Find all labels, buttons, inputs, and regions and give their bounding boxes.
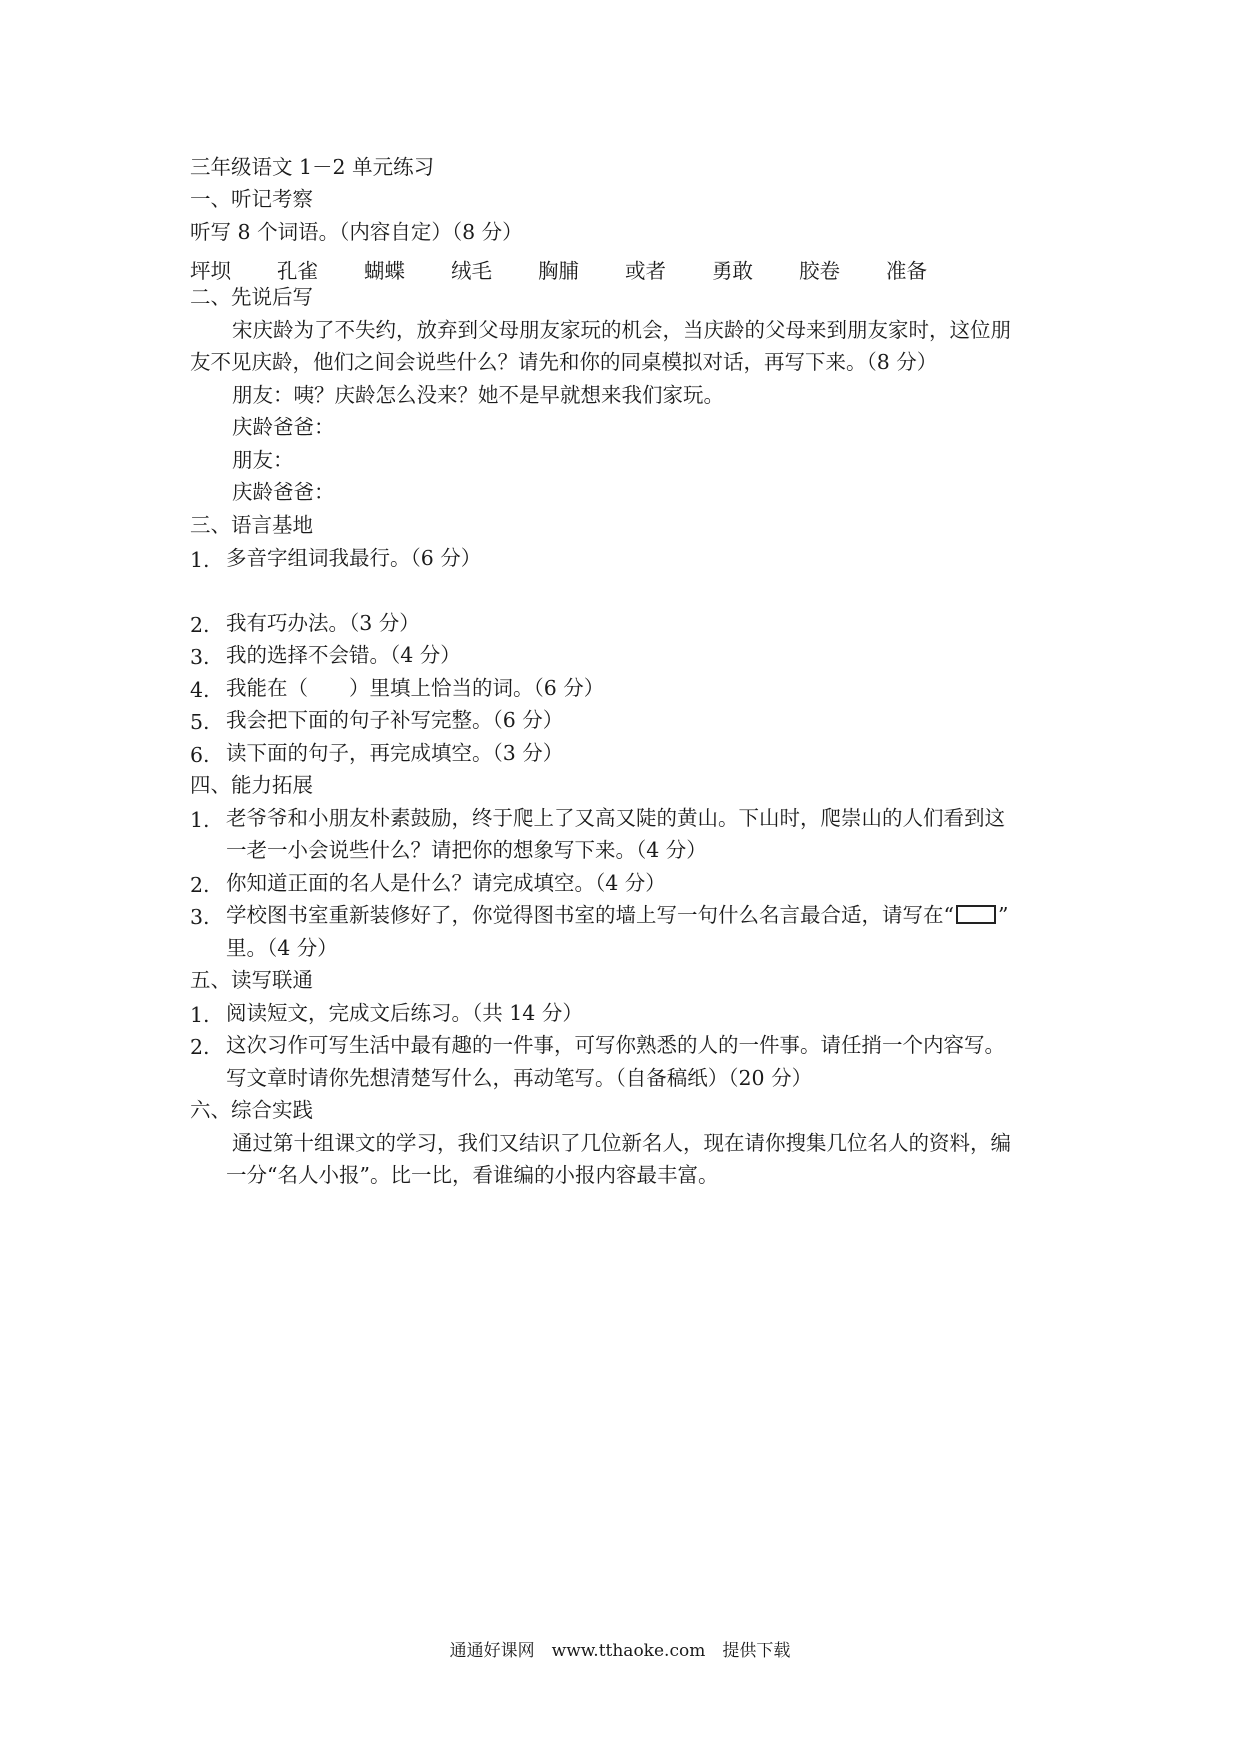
item-text: 我的选择不会错。（4 分）: [226, 643, 461, 667]
item-number: 1.: [190, 808, 210, 832]
item-number: 3.: [190, 645, 210, 669]
section-1-instruction: 听写 8 个词语。（内容自定）（8 分）: [190, 220, 523, 244]
section-1-heading: 一、听记考察: [190, 187, 313, 211]
item-number: 1.: [190, 1003, 210, 1027]
dictation-word: 蝴蝶: [364, 259, 405, 283]
dictation-word: 勇敢: [712, 259, 753, 283]
item-text: 阅读短文，完成文后练习。（共 14 分）: [226, 1001, 583, 1025]
item-number: 2.: [190, 873, 210, 897]
dictation-word: 准备: [886, 259, 927, 283]
answer-box: [956, 905, 996, 924]
item-text: 老爷爷和小朋友朴素鼓励，终于爬上了又高又陡的黄山。下山时，爬崇山的人们看到这: [226, 806, 1005, 830]
item-text: 多音字组词我最行。（6 分）: [226, 546, 482, 570]
item-number: 4.: [190, 678, 210, 702]
item-text: [226, 905, 1008, 926]
footer-credit: 通通好课网 www.tthaoke.com 提供下载: [449, 1641, 791, 1661]
item-text: 我能在（ ）里填上恰当的词。（6 分）: [226, 676, 605, 700]
section-3-heading: 三、语言基地: [190, 513, 313, 537]
dictation-word: 坪坝: [190, 259, 231, 283]
item-text-continued: 里。（4 分）: [226, 936, 338, 960]
dialog-line: 庆龄爸爸：: [232, 415, 335, 439]
dialog-line: 庆龄爸爸：: [232, 480, 335, 504]
dialog-line: 朋友：: [232, 448, 294, 472]
item-text-continued: 写文章时请你先想清楚写什么，再动笔写。（自备稿纸）（20 分）: [226, 1066, 813, 1090]
item-number: 3.: [190, 905, 210, 929]
dictation-word: 绒毛: [451, 259, 492, 283]
dictation-word: 胸脯: [538, 259, 579, 283]
item-number: 5.: [190, 710, 210, 734]
item-text: 我有巧办法。（3 分）: [226, 611, 420, 635]
dictation-word: 孔雀: [277, 259, 318, 283]
dialog-line: 朋友：咦？庆龄怎么没来？她不是早就想来我们家玩。: [232, 383, 724, 407]
item-text: 我会把下面的句子补写完整。（6 分）: [226, 708, 564, 732]
item-text: 你知道正面的名人是什么？请完成填空。（4 分）: [226, 871, 666, 895]
page-title: 三年级语文 1－2 单元练习: [190, 155, 435, 179]
dictation-word: 胶卷: [799, 259, 840, 283]
dictation-word-list: [0, 254, 1240, 283]
item-number: 2.: [190, 613, 210, 637]
section-2-heading: 二、先说后写: [190, 285, 313, 309]
section-2-paragraph-line: 友不见庆龄，他们之间会说些什么？请先和你的同桌模拟对话，再写下来。（8 分）: [190, 350, 938, 374]
section-6-paragraph-line: 一分“名人小报”。比一比，看谁编的小报内容最丰富。: [226, 1163, 719, 1187]
item-number: 1.: [190, 548, 210, 572]
section-6-heading: 六、综合实践: [190, 1098, 313, 1122]
section-6-paragraph-line: 通过第十组课文的学习，我们又结识了几位新名人，现在请你搜集几位名人的资料，编: [232, 1131, 1011, 1155]
item-text: 读下面的句子，再完成填空。（3 分）: [226, 741, 564, 765]
section-2-paragraph-line: 宋庆龄为了不失约，放弃到父母朋友家玩的机会，当庆龄的父母来到朋友家时，这位朋: [232, 318, 1011, 342]
item-text: 这次习作可写生活中最有趣的一件事，可写你熟悉的人的一件事。请任捎一个内容写。: [226, 1033, 1005, 1057]
item-text-continued: 一老一小会说些什么？请把你的想象写下来。（4 分）: [226, 838, 707, 862]
item-text-part: 学校图书室重新装修好了，你觉得图书室的墙上写一句什么名言最合适，请写在“: [226, 903, 954, 927]
dictation-word: 或者: [625, 259, 666, 283]
closing-quote: ”: [997, 903, 1009, 927]
section-4-heading: 四、能力拓展: [190, 773, 313, 797]
item-number: 2.: [190, 1035, 210, 1059]
section-5-heading: 五、读写联通: [190, 968, 313, 992]
item-number: 6.: [190, 743, 210, 767]
